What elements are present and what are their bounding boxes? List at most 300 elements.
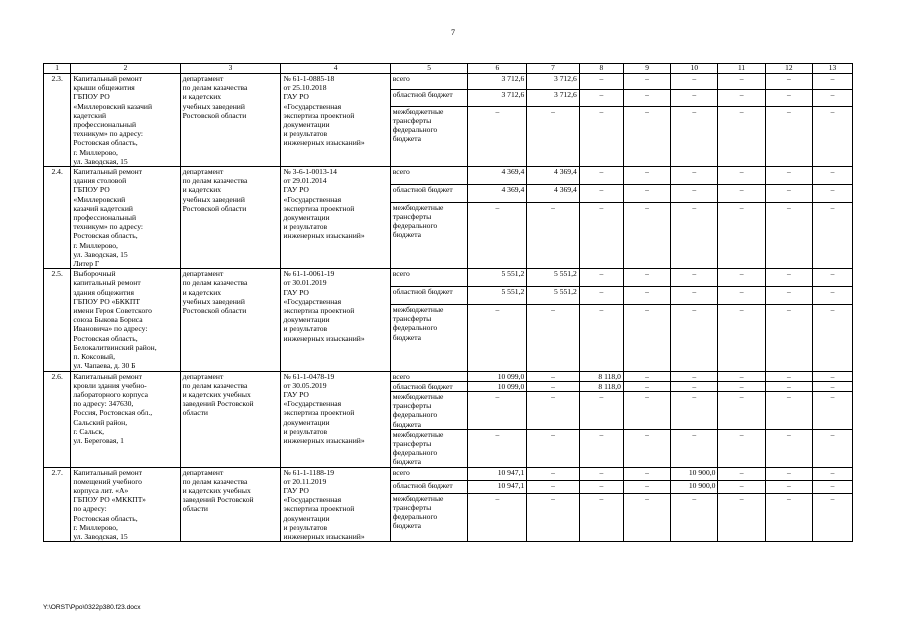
expertise-line: и результатов xyxy=(283,222,328,232)
value-cell: – xyxy=(812,493,852,541)
budget-table xyxy=(43,63,853,542)
executor-line: департамент xyxy=(182,269,224,279)
executor-line: области xyxy=(182,504,208,514)
column-header: 5 xyxy=(390,64,468,74)
value-cell: – xyxy=(527,391,580,429)
funding-source-cell xyxy=(390,202,468,268)
executor-cell xyxy=(180,371,281,467)
value-cell: – xyxy=(765,287,812,305)
item-name-line: ул. Заводская, 15 xyxy=(73,249,128,259)
funding-source-cell xyxy=(390,106,468,166)
value-cell: – xyxy=(812,269,852,287)
value-cell: – xyxy=(812,391,852,429)
expertise-line: «Государственная xyxy=(283,399,342,409)
column-header: 7 xyxy=(527,64,580,74)
value-cell: – xyxy=(718,305,765,371)
value-cell: – xyxy=(579,480,623,493)
column-header: 11 xyxy=(718,64,765,74)
value-cell: – xyxy=(718,269,765,287)
value-cell: – xyxy=(671,287,718,305)
funding-source-line: областной бюджет xyxy=(392,480,453,490)
value-cell: – xyxy=(765,74,812,90)
value-cell: – xyxy=(527,381,580,391)
executor-line: Ростовской области xyxy=(182,110,247,120)
expertise-line: № 61-1-0478-19 xyxy=(283,371,335,381)
funding-source-line: трансферты xyxy=(392,314,432,324)
value-cell: – xyxy=(527,467,580,480)
expertise-line: ГАУ РО xyxy=(283,389,309,399)
value-cell: – xyxy=(623,269,670,287)
expertise-line: № 3-6-1-0013-14 xyxy=(283,167,337,177)
expertise-line: ГАУ РО xyxy=(283,287,309,297)
value-cell: – xyxy=(671,106,718,166)
expertise-cell xyxy=(281,371,390,467)
value-cell: – xyxy=(623,305,670,371)
funding-source-line: всего xyxy=(392,167,410,177)
column-header: 8 xyxy=(579,64,623,74)
expertise-cell xyxy=(281,74,390,167)
value-cell: – xyxy=(812,467,852,480)
expertise-line: экспертиза проектной xyxy=(283,408,355,418)
value-cell: – xyxy=(623,381,670,391)
value-cell: – xyxy=(468,202,527,268)
table-row xyxy=(44,74,853,90)
expertise-line: экспертиза проектной xyxy=(283,203,355,213)
table-row xyxy=(44,371,853,381)
item-name-line: ул. Заводская, 15 xyxy=(73,156,128,166)
executor-line: заведений Ростовской xyxy=(182,495,254,505)
value-cell: – xyxy=(718,381,765,391)
funding-source-cell xyxy=(390,391,468,429)
executor-line: по делам казачества xyxy=(182,476,248,486)
value-cell: – xyxy=(579,202,623,268)
value-cell: – xyxy=(468,305,527,371)
funding-source-line: трансферты xyxy=(392,438,432,448)
funding-source-line: бюджета xyxy=(392,521,422,531)
executor-line: области xyxy=(182,408,208,418)
value-cell: – xyxy=(579,493,623,541)
value-cell: – xyxy=(765,371,812,381)
value-cell: – xyxy=(527,106,580,166)
expertise-line: «Государственная xyxy=(283,194,342,204)
expertise-line: № 61-1-0061-19 xyxy=(283,269,335,279)
funding-source-line: трансферты xyxy=(392,502,432,512)
value-cell: – xyxy=(765,381,812,391)
value-cell: 3 712,6 xyxy=(527,74,580,90)
column-header: 2 xyxy=(71,64,180,74)
value-cell: – xyxy=(623,371,670,381)
item-name-line: кадетский xyxy=(73,110,107,120)
expertise-cell xyxy=(281,167,390,269)
executor-line: по делам казачества xyxy=(182,176,248,186)
expertise-line: от 29.01.2014 xyxy=(283,176,327,186)
funding-source-line: бюджета xyxy=(392,457,422,467)
value-cell: – xyxy=(527,371,580,381)
expertise-line: и результатов xyxy=(283,522,328,532)
funding-source-cell xyxy=(390,480,468,493)
expertise-line: ГАУ РО xyxy=(283,92,309,102)
value-cell: – xyxy=(468,106,527,166)
value-cell: – xyxy=(527,305,580,371)
item-name-line: Белокалитвинский район, xyxy=(73,342,157,352)
funding-source-cell xyxy=(390,493,468,541)
funding-source-cell xyxy=(390,429,468,467)
value-cell: – xyxy=(671,391,718,429)
value-cell: – xyxy=(718,493,765,541)
executor-line: учебных заведений xyxy=(182,296,245,306)
funding-source-cell xyxy=(390,467,468,480)
value-cell: – xyxy=(765,467,812,480)
funding-source-line: межбюджетные xyxy=(392,429,444,439)
expertise-line: и результатов xyxy=(283,426,328,436)
expertise-line: инженерных изысканий» xyxy=(283,531,365,541)
expertise-line: экспертиза проектной xyxy=(283,306,355,316)
item-name-line: Ростовская область, xyxy=(73,138,138,148)
page-number: 7 xyxy=(451,28,455,37)
value-cell: 3 712,6 xyxy=(527,90,580,106)
funding-source-line: федерального xyxy=(392,221,438,231)
value-cell: – xyxy=(527,429,580,467)
value-cell: 10 099,0 xyxy=(468,371,527,381)
value-cell: 5 551,2 xyxy=(527,287,580,305)
value-cell: – xyxy=(765,269,812,287)
value-cell: – xyxy=(718,184,765,202)
item-name-cell xyxy=(71,74,180,167)
item-name-line: профессиональный xyxy=(73,120,137,130)
funding-source-cell xyxy=(390,74,468,90)
executor-line: и кадетских xyxy=(182,185,222,195)
value-cell: – xyxy=(812,480,852,493)
expertise-line: инженерных изысканий» xyxy=(283,435,365,445)
value-cell: – xyxy=(765,90,812,106)
value-cell: 10 947,1 xyxy=(468,467,527,480)
value-cell: – xyxy=(579,287,623,305)
value-cell: – xyxy=(812,429,852,467)
table-row xyxy=(44,167,853,185)
item-name-line: Ростовская область, xyxy=(73,231,138,241)
item-name-line: ул. Заводская, 15 xyxy=(73,531,128,541)
value-cell: – xyxy=(765,202,812,268)
funding-source-line: межбюджетные xyxy=(392,305,444,315)
executor-line: и кадетских учебных xyxy=(182,485,251,495)
value-cell: – xyxy=(623,106,670,166)
item-name-cell xyxy=(71,371,180,467)
expertise-line: документации xyxy=(283,417,330,427)
value-cell: – xyxy=(765,305,812,371)
item-name-line: техникум» по адресу: xyxy=(73,129,144,139)
value-cell: – xyxy=(623,184,670,202)
value-cell: 4 369,4 xyxy=(527,184,580,202)
item-name-line: помещений учебного xyxy=(73,476,142,486)
value-cell: 3 712,6 xyxy=(468,74,527,90)
expertise-line: инженерных изысканий» xyxy=(283,333,365,343)
value-cell: – xyxy=(671,305,718,371)
item-name-line: по адресу: 347630, xyxy=(73,399,134,409)
value-cell: – xyxy=(579,305,623,371)
funding-source-line: межбюджетные xyxy=(392,106,444,116)
expertise-line: от 30.01.2019 xyxy=(283,278,327,288)
value-cell: – xyxy=(579,106,623,166)
funding-source-line: федерального xyxy=(392,323,438,333)
column-header: 4 xyxy=(281,64,390,74)
value-cell: 10 900,0 xyxy=(671,467,718,480)
value-cell: – xyxy=(527,480,580,493)
table-row xyxy=(44,467,853,480)
executor-line: учебных заведений xyxy=(182,101,245,111)
value-cell: – xyxy=(765,167,812,185)
funding-source-cell xyxy=(390,269,468,287)
executor-line: по делам казачества xyxy=(182,380,248,390)
item-name-cell xyxy=(71,269,180,371)
value-cell: – xyxy=(765,106,812,166)
expertise-line: от 25.10.2018 xyxy=(283,83,327,93)
item-name-line: союза Быкова Бориса xyxy=(73,315,143,325)
funding-source-line: областной бюджет xyxy=(392,184,453,194)
item-name-line: техникум» по адресу: xyxy=(73,222,144,232)
expertise-line: экспертиза проектной xyxy=(283,110,355,120)
expertise-line: № 61-1-1188-19 xyxy=(283,467,335,477)
funding-source-line: межбюджетные xyxy=(392,493,444,503)
value-cell: 4 369,4 xyxy=(468,184,527,202)
value-cell: – xyxy=(579,184,623,202)
item-number: 2.3. xyxy=(44,74,71,167)
expertise-cell xyxy=(281,269,390,371)
item-name-line: крыши общежития xyxy=(73,83,135,93)
value-cell: – xyxy=(812,202,852,268)
item-name-line: Сальский район, xyxy=(73,417,128,427)
funding-source-cell xyxy=(390,184,468,202)
value-cell: – xyxy=(527,493,580,541)
value-cell: – xyxy=(718,480,765,493)
expertise-line: экспертиза проектной xyxy=(283,504,355,514)
value-cell: – xyxy=(718,391,765,429)
value-cell: – xyxy=(718,90,765,106)
funding-source-line: всего xyxy=(392,371,410,381)
value-cell: – xyxy=(765,184,812,202)
funding-source-line: бюджета xyxy=(392,134,422,144)
value-cell: – xyxy=(468,493,527,541)
value-cell: – xyxy=(623,287,670,305)
value-cell: – xyxy=(812,167,852,185)
value-cell: 10 099,0 xyxy=(468,381,527,391)
value-cell: – xyxy=(718,467,765,480)
column-header: 10 xyxy=(671,64,718,74)
expertise-line: ГАУ РО xyxy=(283,485,309,495)
expertise-line: ГАУ РО xyxy=(283,185,309,195)
funding-source-line: федерального xyxy=(392,448,438,458)
funding-source-cell xyxy=(390,90,468,106)
value-cell: – xyxy=(812,90,852,106)
expertise-line: документации xyxy=(283,513,330,523)
funding-source-cell xyxy=(390,371,468,381)
value-cell: – xyxy=(579,391,623,429)
item-name-line: ГБПОУ РО «БККПТ xyxy=(73,296,140,306)
value-cell: – xyxy=(623,480,670,493)
value-cell: 5 551,2 xyxy=(468,269,527,287)
item-name-line: имени Героя Советского xyxy=(73,306,152,316)
value-cell: – xyxy=(671,371,718,381)
executor-line: Ростовской области xyxy=(182,203,247,213)
funding-source-line: бюджета xyxy=(392,332,422,342)
funding-source-line: федерального xyxy=(392,512,438,522)
funding-source-line: всего xyxy=(392,467,410,477)
item-number: 2.6. xyxy=(44,371,71,467)
value-cell: – xyxy=(623,493,670,541)
executor-line: заведений Ростовской xyxy=(182,399,254,409)
item-name-line: г. Миллерово, xyxy=(73,240,118,250)
value-cell: – xyxy=(718,74,765,90)
funding-source-cell xyxy=(390,305,468,371)
item-name-cell xyxy=(71,467,180,542)
value-cell: – xyxy=(765,493,812,541)
column-header: 13 xyxy=(812,64,852,74)
value-cell: – xyxy=(812,106,852,166)
value-cell: 10 900,0 xyxy=(671,480,718,493)
item-name-line: Капитальный ремонт xyxy=(73,467,143,477)
funding-source-line: областной бюджет xyxy=(392,381,453,391)
item-name-cell xyxy=(71,167,180,269)
column-header: 3 xyxy=(180,64,281,74)
value-cell: – xyxy=(812,184,852,202)
value-cell: – xyxy=(527,202,580,268)
item-name-line: ГБПОУ РО xyxy=(73,92,110,102)
item-name-line: «Миллеровский xyxy=(73,194,126,204)
column-header: 12 xyxy=(765,64,812,74)
value-cell: 4 369,4 xyxy=(527,167,580,185)
item-number: 2.7. xyxy=(44,467,71,542)
item-name-line: лабораторного корпуса xyxy=(73,389,148,399)
value-cell: – xyxy=(579,167,623,185)
executor-line: и кадетских учебных xyxy=(182,389,251,399)
value-cell: – xyxy=(468,391,527,429)
value-cell: – xyxy=(812,305,852,371)
value-cell: – xyxy=(812,371,852,381)
value-cell: – xyxy=(671,167,718,185)
item-name-line: «Миллеровский казачий xyxy=(73,101,153,111)
executor-line: Ростовской области xyxy=(182,306,247,316)
value-cell: – xyxy=(468,429,527,467)
value-cell: – xyxy=(623,90,670,106)
value-cell: – xyxy=(765,429,812,467)
item-name-line: казачий кадетский xyxy=(73,203,133,213)
item-name-line: ГБПОУ РО «МККПТ» xyxy=(73,495,146,505)
value-cell: – xyxy=(623,467,670,480)
item-name-line: г. Миллерово, xyxy=(73,522,118,532)
value-cell: – xyxy=(671,90,718,106)
expertise-line: «Государственная xyxy=(283,495,342,505)
value-cell: – xyxy=(718,106,765,166)
value-cell: 10 947,1 xyxy=(468,480,527,493)
value-cell: – xyxy=(623,429,670,467)
item-name-line: Ростовская область, xyxy=(73,333,138,343)
column-header: 9 xyxy=(623,64,670,74)
executor-cell xyxy=(180,269,281,371)
expertise-line: документации xyxy=(283,315,330,325)
column-header: 6 xyxy=(468,64,527,74)
value-cell: – xyxy=(718,167,765,185)
value-cell: – xyxy=(765,480,812,493)
value-cell: – xyxy=(765,391,812,429)
expertise-line: «Государственная xyxy=(283,296,342,306)
funding-source-line: межбюджетные xyxy=(392,391,444,401)
funding-source-line: федерального xyxy=(392,125,438,134)
executor-line: по делам казачества xyxy=(182,83,248,93)
expertise-line: документации xyxy=(283,213,330,223)
expertise-line: инженерных изысканий» xyxy=(283,138,365,148)
item-name-line: Литер Г xyxy=(73,259,100,269)
value-cell: – xyxy=(671,429,718,467)
value-cell: 5 551,2 xyxy=(468,287,527,305)
funding-source-cell xyxy=(390,287,468,305)
value-cell: – xyxy=(579,467,623,480)
value-cell: 8 118,0 xyxy=(579,381,623,391)
funding-source-line: федерального xyxy=(392,410,438,420)
item-name-line: Ростовская область, xyxy=(73,513,138,523)
item-number: 2.4. xyxy=(44,167,71,269)
value-cell: – xyxy=(671,269,718,287)
item-name-line: Ивановича» по адресу: xyxy=(73,324,148,334)
value-cell: – xyxy=(718,429,765,467)
value-cell: – xyxy=(671,184,718,202)
value-cell: 5 551,2 xyxy=(527,269,580,287)
executor-cell xyxy=(180,467,281,542)
value-cell: – xyxy=(623,167,670,185)
value-cell: 3 712,6 xyxy=(468,90,527,106)
value-cell: – xyxy=(623,202,670,268)
funding-source-line: областной бюджет xyxy=(392,287,453,297)
value-cell: – xyxy=(718,287,765,305)
column-header-row xyxy=(44,64,853,74)
item-name-line: Капитальный ремонт xyxy=(73,167,143,177)
item-name-line: п. Коксовый, xyxy=(73,352,115,362)
item-name-line: капитальный ремонт xyxy=(73,278,141,288)
value-cell: – xyxy=(671,74,718,90)
funding-source-line: межбюджетные xyxy=(392,202,444,212)
item-name-line: корпуса лит. «А» xyxy=(73,485,129,495)
executor-line: и кадетских xyxy=(182,287,222,297)
value-cell: – xyxy=(718,202,765,268)
expertise-line: № 61-1-0885-18 xyxy=(283,74,335,83)
funding-source-line: трансферты xyxy=(392,401,432,411)
value-cell: – xyxy=(812,74,852,90)
value-cell: – xyxy=(579,74,623,90)
value-cell: – xyxy=(671,202,718,268)
funding-source-line: областной бюджет xyxy=(392,90,453,100)
funding-source-line: трансферты xyxy=(392,115,432,125)
executor-line: по делам казачества xyxy=(182,278,248,288)
value-cell: – xyxy=(623,391,670,429)
item-name-line: г. Миллерово, xyxy=(73,147,118,157)
item-name-line: здания общежития xyxy=(73,287,134,297)
funding-source-line: всего xyxy=(392,269,410,279)
item-name-line: Капитальный ремонт xyxy=(73,74,143,83)
value-cell: – xyxy=(812,287,852,305)
item-number: 2.5. xyxy=(44,269,71,371)
value-cell: – xyxy=(623,74,670,90)
item-name-line: по адресу: xyxy=(73,504,107,514)
funding-source-line: всего xyxy=(392,74,410,83)
funding-source-line: бюджета xyxy=(392,230,422,240)
value-cell: – xyxy=(671,493,718,541)
item-name-line: Россия, Ростовская обл., xyxy=(73,408,153,418)
item-name-line: здания столовой xyxy=(73,176,127,186)
item-name-line: г. Сальск, xyxy=(73,426,105,436)
expertise-line: и результатов xyxy=(283,129,328,139)
expertise-line: инженерных изысканий» xyxy=(283,231,365,241)
executor-line: учебных заведений xyxy=(182,194,245,204)
executor-line: и кадетских xyxy=(182,92,222,102)
executor-line: департамент xyxy=(182,371,224,381)
